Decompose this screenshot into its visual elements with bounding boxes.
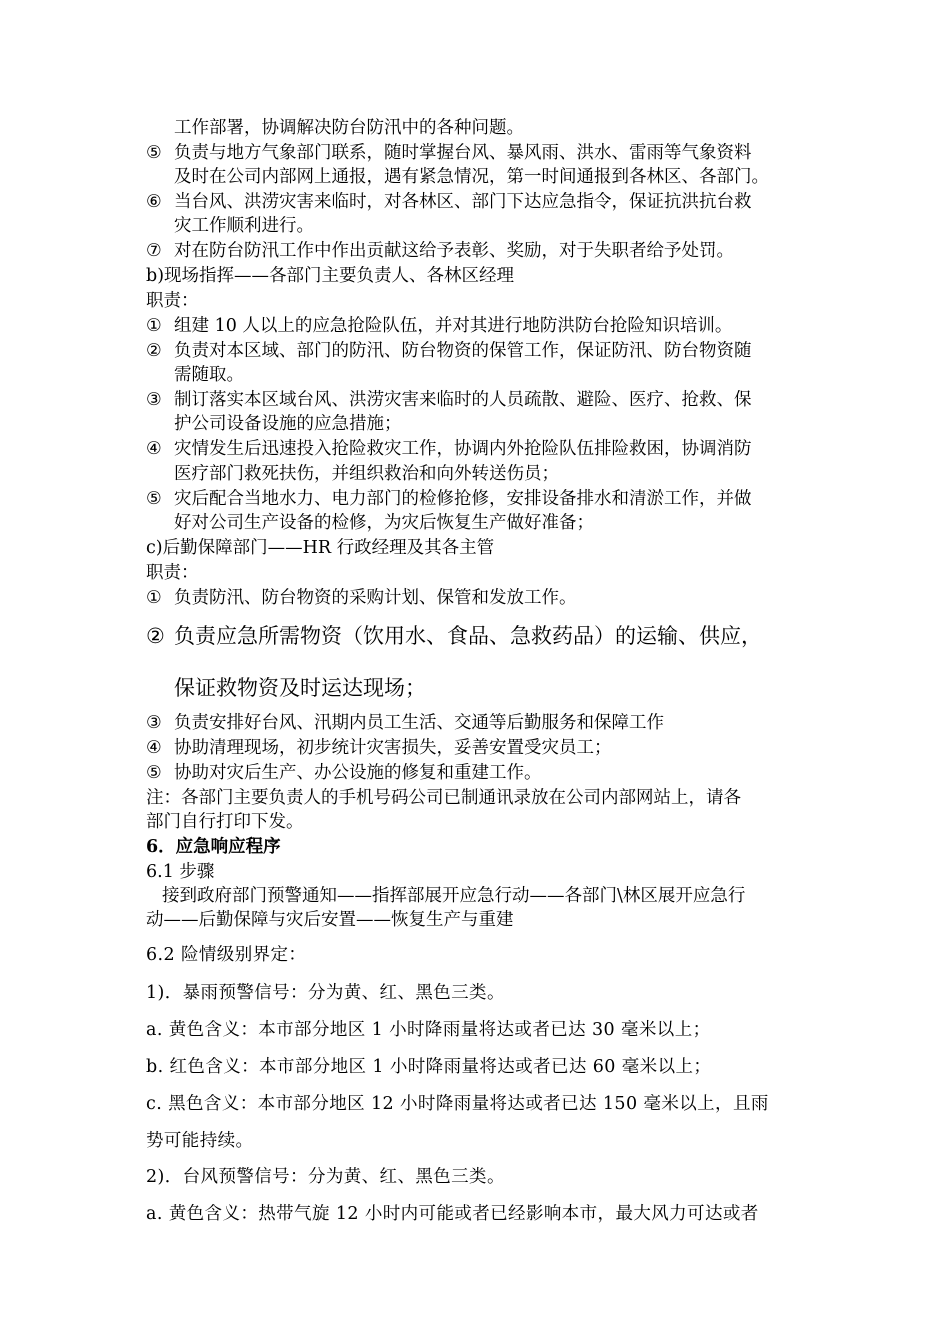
paragraph-line: b. 红色含义：本市部分地区 1 小时降雨量将达或者已达 60 毫米以上； <box>146 1057 712 1077</box>
list-item <box>146 190 752 214</box>
note: 注：各部门主要负责人的手机号码公司已制通讯录放在公司内部网站上，请各 <box>146 788 741 808</box>
list-item <box>146 736 612 760</box>
list-item <box>146 339 752 363</box>
list-marker: ① <box>146 316 162 336</box>
list-item <box>146 388 752 412</box>
paragraph-line: 势可能持续。 <box>146 1131 254 1151</box>
subsection-heading: 6.1 步骤 <box>146 862 215 882</box>
paragraph-line: 1)．暴雨预警信号：分为黄、红、黑色三类。 <box>146 983 505 1003</box>
paragraph-line: 2)．台风预警信号：分为黄、红、黑色三类。 <box>146 1167 505 1187</box>
paragraph-line: a. 黄色含义：本市部分地区 1 小时降雨量将达或者已达 30 毫米以上； <box>146 1020 711 1040</box>
list-item <box>146 141 752 165</box>
list-marker: ⑤ <box>146 143 162 163</box>
list-item <box>146 586 577 610</box>
list-marker: ③ <box>146 713 162 733</box>
subsection-heading: 6.2 险情级别界定： <box>146 945 307 965</box>
text-line: 护公司设备设施的应急措施； <box>174 414 402 434</box>
list-marker: ① <box>146 588 162 608</box>
list-item <box>146 761 542 785</box>
text-line: 负责防汛、防台物资的采购计划、保管和发放工作。 <box>174 588 577 608</box>
text-line: 协助清理现场，初步统计灾害损失，妥善安置受灾员工； <box>174 738 612 758</box>
list-marker: ② <box>146 341 162 361</box>
text-line: 灾后配合当地水力、电力部门的检修抢修，安排设备排水和清淤工作，并做 <box>174 489 752 509</box>
list-marker: ④ <box>146 738 162 758</box>
list-item <box>146 621 762 651</box>
list-item <box>146 239 734 263</box>
section-heading: c)后勤保障部门——HR 行政经理及其各主管 <box>146 538 495 558</box>
text-line: 对在防台防汛工作中作出贡献这给予表彰、奖励，对于失职者给予处罚。 <box>174 241 734 261</box>
section-heading: 6．应急响应程序 <box>146 837 281 857</box>
text-line: 制订落实本区域台风、洪涝灾害来临时的人员疏散、避险、医疗、抢救、保 <box>174 390 752 410</box>
text-line: 负责应急所需物资（饮用水、食品、急救药品）的运输、供应， <box>174 624 762 648</box>
list-marker: ② <box>146 624 165 648</box>
text-line: 保证救物资及时运达现场； <box>174 676 426 700</box>
list-item <box>146 314 732 338</box>
text-line: 当台风、洪涝灾害来临时，对各林区、部门下达应急指令，保证抗洪抗台救 <box>174 192 752 212</box>
list-marker: ⑤ <box>146 489 162 509</box>
list-marker: ③ <box>146 390 162 410</box>
text-line: 负责对本区域、部门的防汛、防台物资的保管工作，保证防汛、防台物资随 <box>174 341 752 361</box>
text-line: 医疗部门救死扶伤，并组织救治和向外转送伤员； <box>174 464 559 484</box>
list-item <box>146 487 752 511</box>
note: 部门自行打印下发。 <box>146 812 304 832</box>
paragraph-line: c. 黑色含义：本市部分地区 12 小时降雨量将达或者已达 150 毫米以上，且雨 <box>146 1094 769 1114</box>
text-line: 灾工作顺利进行。 <box>174 216 314 236</box>
list-marker: ⑥ <box>146 192 162 212</box>
label: 职责： <box>146 291 199 311</box>
text-line: 负责安排好台风、汛期内员工生活、交通等后勤服务和保障工作 <box>174 713 664 733</box>
paragraph-line: 接到政府部门预警通知——指挥部展开应急行动——各部门\林区展开应急行 <box>162 886 746 906</box>
list-marker: ⑤ <box>146 763 162 783</box>
text-line: 及时在公司内部网上通报，遇有紧急情况，第一时间通报到各林区、各部门。 <box>174 167 769 187</box>
list-item <box>146 437 752 461</box>
list-item <box>146 711 664 735</box>
text-line: 负责与地方气象部门联系，随时掌握台风、暴风雨、洪水、雷雨等气象资料 <box>174 143 752 163</box>
text-line: 工作部署，协调解决防台防汛中的各种问题。 <box>174 118 524 138</box>
list-marker: ④ <box>146 439 162 459</box>
text-line: 协助对灾后生产、办公设施的修复和重建工作。 <box>174 763 542 783</box>
paragraph-line: a. 黄色含义：热带气旋 12 小时内可能或者已经影响本市，最大风力可达或者 <box>146 1204 759 1224</box>
text-line: 灾情发生后迅速投入抢险救灾工作，协调内外抢险队伍排险救困，协调消防 <box>174 439 752 459</box>
section-heading: b)现场指挥——各部门主要负责人、各林区经理 <box>146 266 515 286</box>
text-line: 组建 10 人以上的应急抢险队伍，并对其进行地防洪防台抢险知识培训。 <box>174 316 733 336</box>
text-line: 好对公司生产设备的检修，为灾后恢复生产做好准备； <box>174 513 594 533</box>
label: 职责： <box>146 563 199 583</box>
paragraph-line: 动——后勤保障与灾后安置——恢复生产与重建 <box>146 910 514 930</box>
list-marker: ⑦ <box>146 241 162 261</box>
text-line: 需随取。 <box>174 365 244 385</box>
